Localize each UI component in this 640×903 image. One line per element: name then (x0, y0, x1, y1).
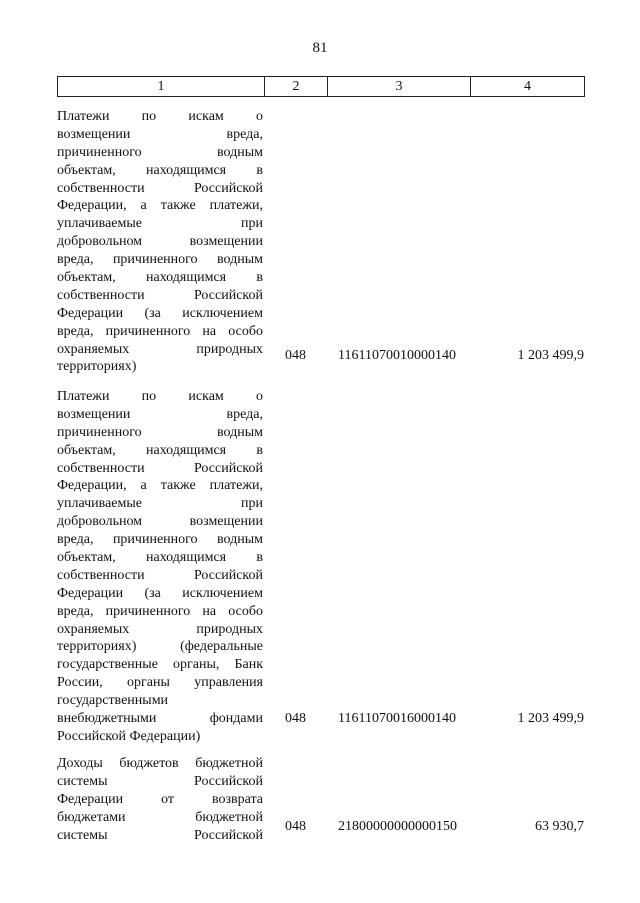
description-line: собственности Российской (57, 287, 263, 303)
description-line: объектам, находящимся в (57, 162, 263, 178)
description-line: системы Российской (57, 773, 263, 789)
admin-code: 048 (285, 819, 306, 834)
description-line: добровольном возмещении (57, 234, 263, 250)
description-line: территориях) (57, 359, 137, 375)
description-line: собственности Российской (57, 460, 263, 476)
row-description (57, 755, 263, 844)
description-line: Федерации, а также платежи, (57, 198, 263, 214)
description-line: объектам, находящимся в (57, 442, 263, 458)
description-line: Доходы бюджетов бюджетной (57, 756, 263, 771)
description-line: Платежи по искам о (57, 109, 263, 124)
column-header-4: 4 (471, 77, 585, 97)
description-line: возмещении вреда, (57, 126, 263, 142)
description-line: собственности Российской (57, 567, 263, 583)
description-line: вреда, причиненного водным (57, 252, 263, 268)
page-number: 81 (312, 40, 328, 56)
description-line: уплачиваемые при (57, 216, 263, 232)
description-line: государственными (57, 693, 169, 709)
budget-classification-code: 11611070016000140 (338, 711, 456, 726)
description-line: причиненного водным (57, 424, 263, 440)
column-header-3: 3 (328, 77, 471, 97)
description-line: вреда, причиненного на особо (57, 323, 263, 339)
description-line: Федерации, а также платежи, (57, 478, 263, 494)
amount-value: 63 930,7 (535, 819, 584, 834)
description-line: Федерации от возврата (57, 791, 263, 807)
description-line: уплачиваемые при (57, 496, 263, 512)
admin-code: 048 (285, 348, 306, 363)
description-line: добровольном возмещении (57, 514, 263, 530)
description-line: Федерации (за исключением (57, 585, 263, 601)
description-line: объектам, находящимся в (57, 550, 263, 566)
column-header-row (58, 77, 585, 97)
description-line: России, органы управления (57, 675, 263, 691)
amount-value: 1 203 499,9 (517, 348, 584, 363)
budget-classification-code: 21800000000000150 (338, 819, 457, 834)
description-line: системы Российской (57, 827, 263, 843)
description-line: Федерации (за исключением (57, 305, 263, 321)
column-header-table (57, 76, 585, 97)
column-header-1: 1 (58, 77, 265, 97)
description-line: охраняемых природных (57, 341, 263, 357)
description-line: возмещении вреда, (57, 406, 263, 422)
row-description (57, 388, 263, 746)
description-line: собственности Российской (57, 180, 263, 196)
budget-classification-code: 11611070010000140 (338, 348, 456, 363)
row-description (57, 108, 263, 376)
description-line: вреда, причиненного на особо (57, 603, 263, 619)
column-header-2: 2 (265, 77, 328, 97)
description-line: бюджетами бюджетной (57, 809, 263, 825)
description-line: Российской Федерации) (57, 728, 201, 744)
admin-code: 048 (285, 711, 306, 726)
description-line: территориях) (федеральные (57, 639, 263, 655)
description-line: Платежи по искам о (57, 389, 263, 404)
description-line: причиненного водным (57, 144, 263, 160)
description-line: внебюджетными фондами (57, 711, 263, 727)
description-line: государственные органы, Банк (57, 657, 263, 673)
description-line: охраняемых природных (57, 621, 263, 637)
description-line: вреда, причиненного водным (57, 532, 263, 548)
amount-value: 1 203 499,9 (517, 711, 584, 726)
description-line: объектам, находящимся в (57, 270, 263, 286)
